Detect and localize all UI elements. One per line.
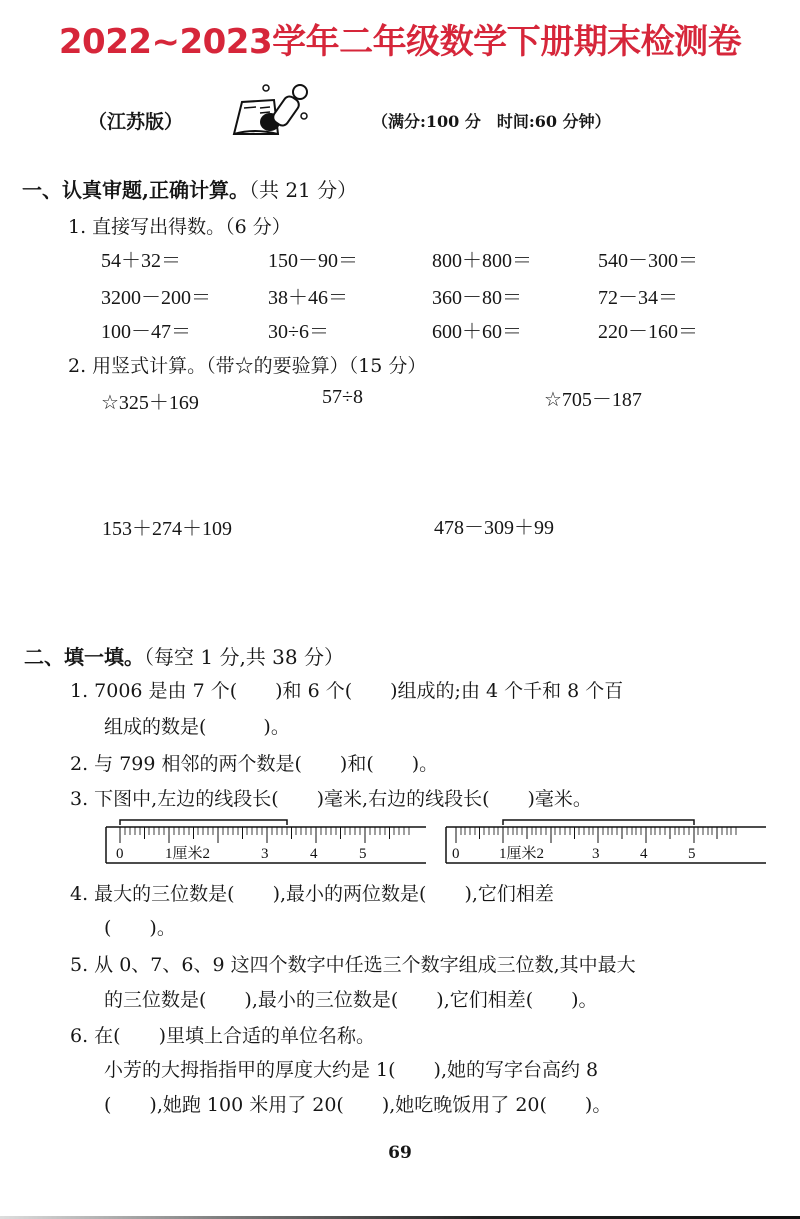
ruler-label: 4 (640, 846, 648, 862)
section1-heading (22, 174, 357, 203)
ruler-label: 5 (688, 846, 696, 862)
ruler-label: 3 (592, 846, 600, 862)
fill-item-5-line1: 5. 从 0、7、6、9 这四个数字中任选三个数字组成三位数,其中最大 (70, 954, 636, 976)
section1-points: （共 21 分） (248, 178, 358, 202)
segment-bracket (120, 820, 287, 825)
vertical-calc-expr: 57÷8 (322, 386, 363, 408)
fill-item-2: 2. 与 799 相邻的两个数是( )和( )。 (70, 753, 439, 775)
fill-item-4-line1: 4. 最大的三位数是( ),最小的两位数是( ),它们相差 (70, 883, 554, 905)
expr: 360－80＝ (432, 287, 522, 309)
fill-item-6-line1: 6. 在( )里填上合适的单位名称。 (70, 1025, 375, 1047)
ruler-left (104, 817, 426, 865)
expr: 150－90＝ (268, 250, 358, 272)
exam-title: 2022~2023学年二年级数学下册期末检测卷 (58, 22, 742, 62)
fill-item-6-line2: 小芳的大拇指指甲的厚度大约是 1( ),她的写字台高约 8 (104, 1059, 599, 1081)
page-number: 69 (388, 1143, 412, 1163)
fill-item-5-line2: 的三位数是( ),最小的三位数是( ),它们相差( )。 (104, 989, 598, 1011)
q1-label: 1. 直接写出得数。（6 分） (68, 216, 291, 238)
q2-label: 2. 用竖式计算。（带☆的要验算）（15 分） (68, 355, 427, 377)
fill-item-1-line2: 组成的数是( )。 (104, 716, 290, 738)
expr: 38＋46＝ (268, 287, 348, 309)
fill-item-4-line2: ( )。 (104, 917, 176, 939)
expr: 800＋800＝ (432, 250, 532, 272)
edition-label: （江苏版） (88, 111, 184, 133)
expr: 3200－200＝ (101, 287, 211, 309)
ruler-label: 0 (452, 846, 460, 862)
fill-item-3: 3. 下图中,左边的线段长( )毫米,右边的线段长( )毫米。 (70, 788, 592, 810)
expr: 100－47＝ (101, 321, 191, 343)
fill-item-1-line1: 1. 7006 是由 7 个( )和 6 个( )组成的;由 4 个千和 8 个百 (70, 680, 624, 702)
ruler-label: 5 (359, 846, 367, 862)
vertical-calc-expr: ☆705－187 (544, 389, 642, 411)
expr: 540－300＝ (598, 250, 698, 272)
expr: 54＋32＝ (101, 250, 181, 272)
reading-student-icon (226, 82, 326, 142)
ruler-label: 4 (310, 846, 318, 862)
section1-title: 一、认真审题,正确计算。 (22, 178, 249, 202)
segment-bracket (503, 820, 694, 825)
expr: 30÷6＝ (268, 321, 329, 343)
expr: 600＋60＝ (432, 321, 522, 343)
expr: 220－160＝ (598, 321, 698, 343)
fill-item-6-line3: ( ),她跑 100 米用了 20( ),她吃晚饭用了 20( )。 (104, 1094, 612, 1116)
section2-points: （每空 1 分,共 38 分） (144, 645, 344, 669)
ruler-label: 1厘米2 (165, 846, 211, 862)
ruler-label: 1厘米2 (499, 846, 545, 862)
vertical-calc-expr: ☆325＋169 (101, 392, 199, 414)
ruler-label: 0 (116, 846, 124, 862)
section2-title: 二、填一填。 (24, 645, 144, 669)
expr: 72－34＝ (598, 287, 678, 309)
ruler-right (444, 817, 766, 865)
vertical-calc-expr: 153＋274＋109 (102, 518, 232, 540)
vertical-calc-expr: 478－309＋99 (434, 517, 554, 539)
ruler-label: 3 (261, 846, 269, 862)
section2-heading (24, 641, 344, 670)
exam-meta: （满分:100 分 时间:60 分钟） (372, 112, 611, 131)
